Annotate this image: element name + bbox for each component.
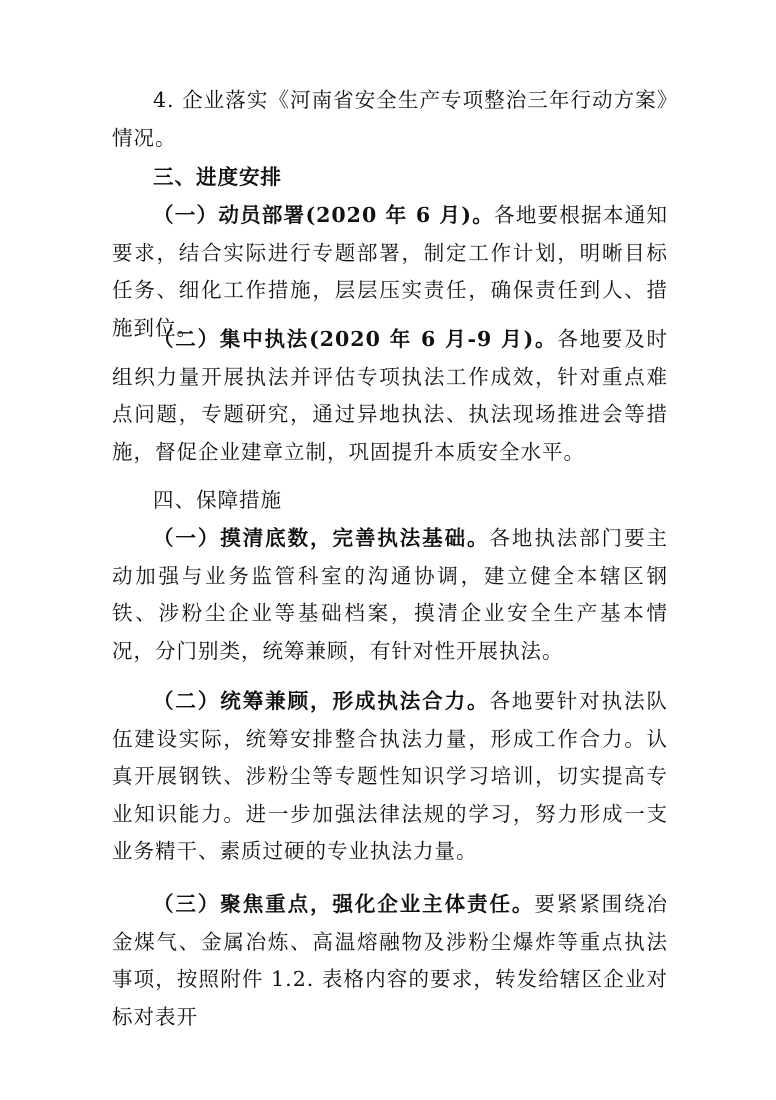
section-3-para-1-lead: （一）动员部署(2020 年 6 月)。	[153, 203, 495, 227]
section-4-para-1-lead: （一）摸清底数，完善执法基础。	[153, 526, 490, 550]
section-4-para-3-lead: （三）聚焦重点，强化企业主体责任。	[153, 892, 535, 916]
section-3-para-2-lead: （二）集中执法(2020 年 6 月-9 月)。	[153, 327, 558, 351]
section-4-title: 四、保障措施	[153, 488, 282, 512]
section-3-title: 三、进度安排	[153, 165, 282, 189]
section-4-para-2	[112, 683, 668, 871]
section-4-para-3	[112, 886, 668, 1036]
section-4-para-2-body: 各地要针对执法队伍建设实际，统筹安排整合执法力量，形成工作合力。认真开展钢铁、涉粉尘等专题性知识学习培训，切实提高专业知识能力。进一步加强法律法规的学习，努力形成一支业务精干、素质过硬的专业执法力量。	[112, 689, 669, 863]
item-4-paragraph	[112, 82, 668, 157]
section-4-para-2-lead: （二）统筹兼顾，形成执法合力。	[153, 689, 490, 713]
section-4-para-3-body: 要紧紧围绕冶金煤气、金属冶炼、高温熔融物及涉粉尘爆炸等重点执法事项，按照附件 1.2. 表格内容的要求，转发给辖区企业对标对表开	[112, 892, 669, 1029]
section-3-para-2-body: 各地要及时组织力量开展执法并评估专项执法工作成效，针对重点难点问题，专题研究，通过异地执法、执法现场推进会等措施，督促企业建章立制，巩固提升本质安全水平。	[112, 327, 669, 464]
item-4-text: 4. 企业落实《河南省安全生产专项整治三年行动方案》情况。	[112, 88, 668, 150]
section-4-para-1-body: 各地执法部门要主动加强与业务监管科室的沟通协调，建立健全本辖区钢铁、涉粉尘企业等基础档案，摸清企业安全生产基本情况，分门别类，统筹兼顾，有针对性开展执法。	[112, 526, 669, 663]
section-3-para-2	[112, 321, 668, 471]
section-3-para-1-body: 各地要根据本通知要求，结合实际进行专题部署，制定工作计划，明晰目标任务、细化工作措施，层层压实责任，确保责任到人、措施到位。	[112, 203, 668, 340]
section-4-para-1	[112, 520, 668, 670]
